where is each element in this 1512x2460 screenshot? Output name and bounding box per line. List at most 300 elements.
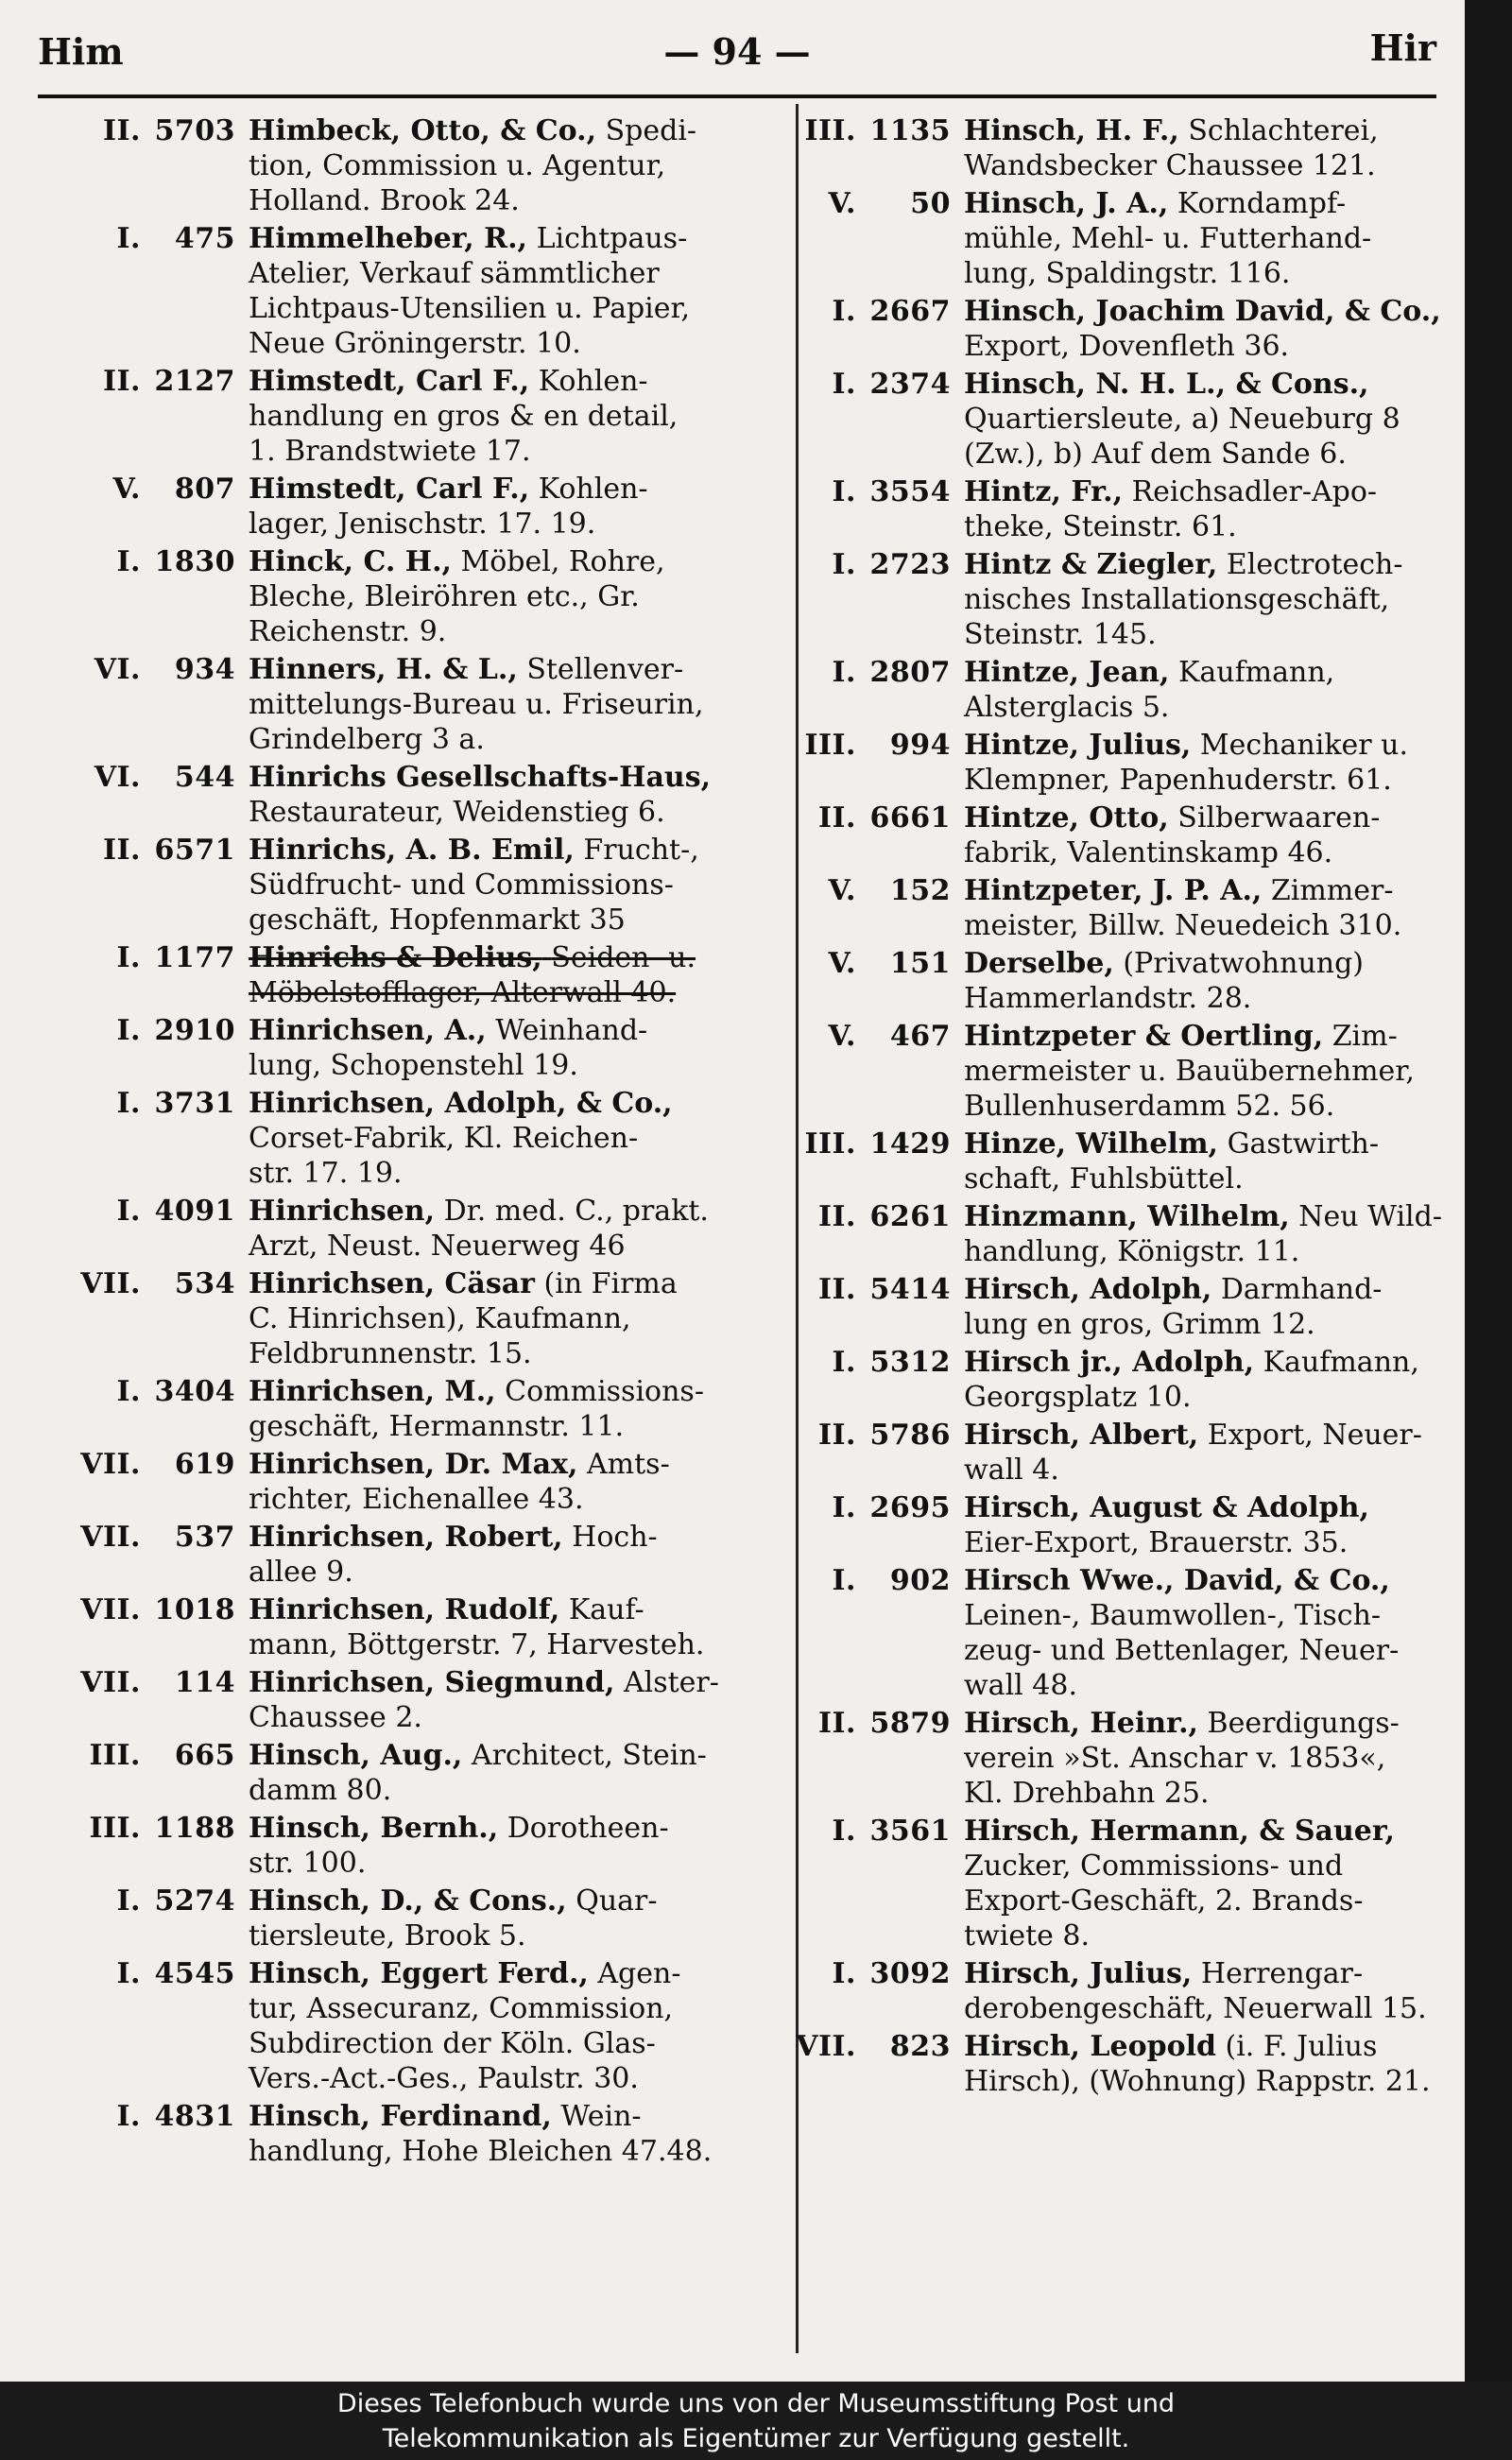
- subscriber-number: 6261: [869, 1200, 951, 1233]
- exchange-district: I.: [116, 2100, 141, 2133]
- entry-description: Quar-: [576, 1884, 658, 1918]
- entry-line: mermeister u. Bauübernehmer,: [964, 1055, 1415, 1088]
- entry-description: Spedi-: [605, 114, 697, 147]
- subscriber-number: 2667: [869, 295, 951, 328]
- entry-line: [964, 547, 1451, 582]
- exchange-district: II.: [817, 1273, 856, 1306]
- entry-description: (Privatwohnung): [1123, 947, 1364, 980]
- entry-line: zeug- und Bettenlager, Neuer-: [964, 1634, 1400, 1667]
- entry-text: [249, 1194, 782, 1264]
- entry-text: [249, 1956, 782, 2096]
- entry-text: [249, 1884, 782, 1953]
- entry-line: [249, 1520, 782, 1555]
- entry-text: [964, 474, 1451, 544]
- entry-line: 1. Brandstwiete 17.: [249, 435, 531, 468]
- entry-line: C. Hinrichsen), Kaufmann,: [249, 1302, 631, 1335]
- left-column: [45, 113, 782, 2172]
- entry-line: [964, 873, 1451, 908]
- phone-number: [770, 294, 964, 329]
- exchange-district: II.: [817, 1200, 856, 1233]
- phone-number: [45, 1665, 249, 1700]
- phone-number: [770, 113, 964, 148]
- entry-text: [964, 1563, 1451, 1703]
- subscriber-name: Hirsch, August & Adolph,: [964, 1491, 1369, 1524]
- subscriber-number: 1018: [154, 1593, 235, 1626]
- phone-number: [770, 946, 964, 981]
- entry-line: Georgsplatz 10.: [964, 1381, 1192, 1414]
- directory-entry: [770, 655, 1451, 725]
- subscriber-name: Hinrichsen, Rudolf,: [249, 1593, 560, 1626]
- entry-line: Hirsch), (Wohnung) Rappstr. 21.: [964, 2065, 1431, 2098]
- entry-description: Kaufmann,: [1177, 656, 1335, 689]
- entry-line: str. 100.: [249, 1847, 367, 1880]
- subscriber-number: 152: [889, 874, 951, 907]
- entry-description: Dr. med. C., prakt.: [443, 1195, 709, 1228]
- entry-line: [964, 294, 1451, 329]
- exchange-district: I.: [832, 1815, 856, 1848]
- subscriber-name: Hinrichsen,: [249, 1195, 436, 1228]
- entry-line: geschäft, Hermannstr. 11.: [249, 1410, 625, 1443]
- entry-line: [249, 1956, 782, 1991]
- subscriber-number: 475: [174, 222, 235, 255]
- subscriber-number: 114: [174, 1666, 235, 1699]
- entry-text: [964, 1418, 1451, 1488]
- subscriber-number: 1188: [154, 1812, 235, 1845]
- phone-number: [45, 221, 249, 256]
- subscriber-name: Hirsch, Julius,: [964, 1957, 1193, 1990]
- entry-line: [249, 113, 782, 148]
- entry-text: [249, 1086, 782, 1191]
- subscriber-name: Hinzmann, Wilhelm,: [964, 1200, 1290, 1233]
- entry-line: Hammerlandstr. 28.: [964, 982, 1252, 1015]
- entry-text: [964, 113, 1451, 183]
- entry-line: Corset-Fabrik, Kl. Reichen-: [249, 1122, 639, 1155]
- subscriber-number: 3092: [869, 1957, 951, 1990]
- entry-line: nisches Installationsgeschäft,: [964, 583, 1390, 616]
- phone-number: [770, 1199, 964, 1234]
- subscriber-name: Hinze, Wilhelm,: [964, 1127, 1219, 1161]
- subscriber-name: Hirsch Wwe., David, & Co.,: [964, 1564, 1390, 1597]
- phone-number: [770, 873, 964, 908]
- entry-line: Holland. Brook 24.: [249, 184, 520, 217]
- directory-entry: [770, 1199, 1451, 1269]
- subscriber-name: Hinsch, J. A.,: [964, 187, 1169, 220]
- exchange-district: VII.: [80, 1666, 141, 1699]
- exchange-district: I.: [116, 1195, 141, 1228]
- entry-text: [249, 833, 782, 938]
- entry-line: [964, 367, 1451, 402]
- directory-entry: [45, 833, 782, 938]
- phone-number: [45, 1374, 249, 1409]
- entry-description: Wein-: [560, 2100, 642, 2133]
- directory-entry: [45, 472, 782, 542]
- entry-line: Export-Geschäft, 2. Brands-: [964, 1884, 1364, 1918]
- entry-description: Electrotech-: [1226, 548, 1403, 581]
- entry-line: Export, Dovenfleth 36.: [964, 330, 1290, 363]
- subscriber-number: 4545: [154, 1957, 235, 1990]
- exchange-district: II.: [102, 114, 141, 147]
- entry-description: Kaufmann,: [1263, 1346, 1419, 1379]
- page-header: [38, 19, 1436, 85]
- phone-number: [770, 1706, 964, 1741]
- directory-entry: [770, 113, 1451, 183]
- subscriber-name: Hirsch, Albert,: [964, 1419, 1199, 1452]
- directory-entry: [45, 1447, 782, 1517]
- phone-number: [45, 1956, 249, 1991]
- entry-line: Wandsbecker Chaussee 121.: [964, 149, 1376, 182]
- directory-entry: [770, 1127, 1451, 1196]
- subscriber-name: Hinrichsen, A.,: [249, 1014, 487, 1047]
- exchange-district: II.: [817, 1419, 856, 1452]
- exchange-district: VII.: [80, 1448, 141, 1481]
- directory-entry: [45, 1520, 782, 1590]
- directory-entry: [770, 873, 1451, 943]
- page-number: — 94 —: [663, 30, 811, 73]
- subscriber-number: 2127: [154, 365, 235, 398]
- entry-line: Möbelstofflager, Alterwall 40.: [249, 976, 677, 1009]
- phone-number: [45, 1194, 249, 1229]
- directory-entry: [45, 364, 782, 469]
- entry-description: Schlachterei,: [1188, 114, 1379, 147]
- entry-text: [964, 2029, 1451, 2099]
- subscriber-number: 3554: [869, 475, 951, 508]
- entry-line: Quartiersleute, a) Neueburg 8: [964, 403, 1400, 436]
- entry-description: Darmhand-: [1220, 1273, 1383, 1306]
- exchange-district: V.: [828, 1020, 856, 1053]
- exchange-district: I.: [832, 656, 856, 689]
- subscriber-number: 544: [174, 761, 235, 794]
- entry-text: [964, 655, 1451, 725]
- entry-text: [964, 367, 1451, 472]
- exchange-district: V.: [828, 187, 856, 220]
- subscriber-number: 6661: [869, 801, 951, 834]
- exchange-district: III.: [804, 1127, 856, 1161]
- entry-line: Arzt, Neust. Neuerweg 46: [249, 1230, 626, 1263]
- entry-text: [964, 1706, 1451, 1811]
- directory-entry: [770, 1272, 1451, 1342]
- entry-line: [964, 1814, 1451, 1849]
- exchange-district: I.: [832, 1957, 856, 1990]
- directory-entry: [770, 1019, 1451, 1124]
- entry-line: meister, Billw. Neuedeich 310.: [964, 909, 1402, 942]
- entry-text: [249, 1520, 782, 1590]
- entry-text: [249, 1592, 782, 1662]
- entry-description: Herrengar-: [1200, 1957, 1364, 1990]
- phone-number: [770, 1490, 964, 1525]
- entry-line: Subdirection der Köln. Glas-: [249, 2027, 656, 2060]
- directory-entry: [45, 1374, 782, 1444]
- entry-text: [964, 294, 1451, 364]
- entry-line: Feldbrunnenstr. 15.: [249, 1337, 532, 1370]
- entry-line: handlung, Hohe Bleichen 47.48.: [249, 2135, 713, 2168]
- entry-line: [249, 1374, 782, 1409]
- entry-line: [964, 800, 1451, 835]
- entry-line: [249, 760, 782, 795]
- exchange-district: III.: [89, 1739, 141, 1772]
- entry-description: Architect, Stein-: [471, 1739, 707, 1772]
- phone-number: [770, 1127, 964, 1161]
- phone-number: [45, 1447, 249, 1482]
- entry-line: damm 80.: [249, 1774, 392, 1807]
- exchange-district: I.: [116, 1087, 141, 1120]
- directory-entry: [45, 652, 782, 757]
- subscriber-name: Hinrichsen, Adolph, & Co.,: [249, 1087, 673, 1120]
- phone-number: [45, 1592, 249, 1627]
- entry-text: [964, 186, 1451, 291]
- subscriber-name: Hirsch, Leopold: [964, 2030, 1216, 2063]
- exchange-district: I.: [832, 1564, 856, 1597]
- phone-number: [770, 1418, 964, 1453]
- directory-entry: [770, 946, 1451, 1016]
- subscriber-number: 1429: [869, 1127, 951, 1161]
- subscriber-number: 1830: [154, 545, 235, 578]
- entry-line: [249, 1086, 782, 1121]
- directory-entry: [45, 1086, 782, 1191]
- entry-description: Silberwaaren-: [1177, 801, 1381, 834]
- entry-line: [249, 1665, 782, 1700]
- entry-description: Kohlen-: [538, 365, 648, 398]
- subscriber-number: 5414: [869, 1273, 951, 1306]
- entry-text: [964, 1345, 1451, 1415]
- subscriber-number: 807: [174, 473, 235, 506]
- phone-number: [770, 1956, 964, 1991]
- directory-entry: [770, 2029, 1451, 2099]
- entry-line: Restaurateur, Weidenstieg 6.: [249, 796, 665, 829]
- directory-entry: [770, 1345, 1451, 1415]
- entry-line: schaft, Fuhlsbüttel.: [964, 1162, 1244, 1196]
- entry-line: [249, 652, 782, 687]
- entry-line: [249, 1194, 782, 1229]
- exchange-district: II.: [102, 365, 141, 398]
- header-right-keyword: Hir: [1369, 26, 1436, 69]
- phone-number: [45, 652, 249, 687]
- subscriber-name: Hirsch, Heinr.,: [964, 1707, 1198, 1740]
- entry-text: [249, 544, 782, 649]
- exchange-district: II.: [817, 801, 856, 834]
- entry-text: [964, 873, 1451, 943]
- entry-description: Möbel, Rohre,: [460, 545, 665, 578]
- header-left-keyword: Him: [38, 30, 124, 73]
- entry-line: Bleche, Bleiröhren etc., Gr.: [249, 580, 640, 613]
- directory-entry: [45, 1884, 782, 1953]
- entry-line: Leinen-, Baumwollen-, Tisch-: [964, 1599, 1382, 1632]
- directory-entry: [45, 1194, 782, 1264]
- entry-line: [249, 221, 782, 256]
- directory-entry: [45, 113, 782, 218]
- exchange-district: V.: [828, 947, 856, 980]
- subscriber-name: Hintzpeter, J. P. A.,: [964, 874, 1263, 907]
- directory-entry: [45, 1665, 782, 1735]
- exchange-district: VII.: [80, 1593, 141, 1626]
- subscriber-name: Hintze, Julius,: [964, 729, 1192, 762]
- footer-credit: [0, 2382, 1512, 2460]
- exchange-district: I.: [832, 548, 856, 581]
- entry-line: [249, 2099, 782, 2134]
- entry-line: [964, 2029, 1451, 2064]
- subscriber-number: 5274: [154, 1884, 235, 1918]
- entry-text: [249, 364, 782, 469]
- exchange-district: I.: [832, 475, 856, 508]
- directory-entry: [45, 544, 782, 649]
- footer-line-2: Telekommunikation als Eigentümer zur Verfügung gestellt.: [382, 2424, 1130, 2453]
- subscriber-name: Hintze, Jean,: [964, 656, 1170, 689]
- entry-line: [964, 1127, 1451, 1161]
- subscriber-name: Hinrichs & Delius,: [249, 941, 542, 974]
- directory-entry: [45, 1592, 782, 1662]
- subscriber-name: Himstedt, Carl F.,: [249, 365, 530, 398]
- exchange-district: V.: [828, 874, 856, 907]
- entry-line: [964, 1563, 1451, 1598]
- header-rule: [38, 95, 1436, 98]
- entry-description: Korndampf-: [1177, 187, 1347, 220]
- phone-number: [45, 1520, 249, 1555]
- phone-number: [45, 1013, 249, 1048]
- subscriber-name: Hinrichsen, M.,: [249, 1375, 496, 1408]
- subscriber-name: Hintz, Fr.,: [964, 475, 1124, 508]
- entry-description: Stellenver-: [526, 653, 684, 686]
- subscriber-name: Hinck, C. H.,: [249, 545, 452, 578]
- entry-line: [249, 364, 782, 399]
- exchange-district: II.: [817, 1707, 856, 1740]
- phone-number: [45, 472, 249, 507]
- entry-line: Neue Gröningerstr. 10.: [249, 327, 581, 360]
- entry-line: Atelier, Verkauf sämmtlicher: [249, 257, 660, 290]
- phone-number: [45, 833, 249, 868]
- entry-text: [249, 652, 782, 757]
- entry-line: tion, Commission u. Agentur,: [249, 149, 666, 182]
- entry-description: Neu Wild-: [1298, 1200, 1442, 1233]
- entry-line: handlung en gros & en detail,: [249, 400, 679, 433]
- entry-line: (Zw.), b) Auf dem Sande 6.: [964, 438, 1347, 471]
- directory-entry: [770, 1418, 1451, 1488]
- exchange-district: I.: [116, 1014, 141, 1047]
- phone-number: [45, 544, 249, 579]
- phone-number: [45, 940, 249, 975]
- entry-line: allee 9.: [249, 1556, 353, 1589]
- subscriber-name: Hinrichs, A. B. Emil,: [249, 834, 575, 867]
- entry-text: [964, 1127, 1451, 1196]
- exchange-district: I.: [116, 1375, 141, 1408]
- entry-text: [249, 760, 782, 830]
- entry-line: Chaussee 2.: [249, 1701, 422, 1734]
- entry-description: Kohlen-: [538, 473, 648, 506]
- entry-description: Lichtpaus-: [536, 222, 688, 255]
- phone-number: [770, 1814, 964, 1849]
- entry-line: Vers.-Act.-Ges., Paulstr. 30.: [249, 2062, 639, 2095]
- directory-entry: [45, 1013, 782, 1083]
- phone-number: [45, 1086, 249, 1121]
- entry-line: lager, Jenischstr. 17. 19.: [249, 507, 596, 541]
- entry-line: [249, 940, 782, 975]
- entry-line: Eier-Export, Brauerstr. 35.: [964, 1526, 1349, 1559]
- directory-entry: [45, 760, 782, 830]
- exchange-district: VII.: [796, 2030, 856, 2063]
- exchange-district: V.: [112, 473, 141, 506]
- entry-line: wall 4.: [964, 1454, 1059, 1487]
- exchange-district: III.: [804, 114, 856, 147]
- phone-number: [770, 547, 964, 582]
- entry-description: Alster-: [623, 1666, 719, 1699]
- directory-entry: [770, 1490, 1451, 1560]
- directory-entry: [770, 367, 1451, 472]
- subscriber-number: 3731: [154, 1087, 235, 1120]
- subscriber-name: Hinsch, Ferdinand,: [249, 2100, 552, 2133]
- entry-line: mann, Böttgerstr. 7, Harvesteh.: [249, 1628, 705, 1661]
- subscriber-number: 467: [889, 1020, 951, 1053]
- entry-text: [249, 1665, 782, 1735]
- entry-text: [249, 2099, 782, 2169]
- entry-line: [249, 1738, 782, 1773]
- subscriber-number: 6571: [154, 834, 235, 867]
- subscriber-name: Hinsch, Aug.,: [249, 1739, 463, 1772]
- subscriber-name: Hintz & Ziegler,: [964, 548, 1218, 581]
- entry-text: [249, 221, 782, 361]
- entry-text: [964, 1019, 1451, 1124]
- subscriber-number: 2910: [154, 1014, 235, 1047]
- subscriber-number: 4091: [154, 1195, 235, 1228]
- entry-line: [964, 186, 1451, 221]
- exchange-district: I.: [116, 1884, 141, 1918]
- phone-number: [770, 1563, 964, 1598]
- entry-text: [964, 1814, 1451, 1953]
- directory-entry: [770, 1814, 1451, 1953]
- subscriber-name: Hinsch, N. H. L., & Cons.,: [964, 368, 1369, 401]
- entry-description: Weinhand-: [495, 1014, 648, 1047]
- phone-number: [45, 760, 249, 795]
- entry-description: Export, Neuer-: [1207, 1419, 1422, 1452]
- subscriber-name: Himmelheber, R.,: [249, 222, 528, 255]
- entry-line: [249, 1592, 782, 1627]
- entry-text: [249, 1447, 782, 1517]
- phone-number: [45, 2099, 249, 2134]
- entry-line: Bullenhuserdamm 52. 56.: [964, 1090, 1335, 1123]
- entry-line: Kl. Drehbahn 25.: [964, 1777, 1210, 1810]
- exchange-district: II.: [102, 834, 141, 867]
- entry-line: lung, Schopenstehl 19.: [249, 1049, 578, 1082]
- exchange-district: III.: [804, 729, 856, 762]
- entry-description: Mechaniker u.: [1199, 729, 1408, 762]
- phone-number: [770, 474, 964, 509]
- subscriber-name: Hinsch, Joachim David, & Co.,: [964, 295, 1441, 328]
- entry-line: [964, 1345, 1451, 1380]
- phone-number: [45, 1738, 249, 1773]
- directory-entry: [770, 547, 1451, 652]
- subscriber-name: Himstedt, Carl F.,: [249, 473, 530, 506]
- entry-line: Lichtpaus-Utensilien u. Papier,: [249, 292, 691, 325]
- exchange-district: I.: [116, 545, 141, 578]
- entry-line: [964, 1956, 1451, 1991]
- entry-line: derobengeschäft, Neuerwall 15.: [964, 1992, 1427, 2025]
- entry-line: mühle, Mehl- u. Futterhand-: [964, 222, 1372, 255]
- subscriber-number: 934: [174, 653, 235, 686]
- entry-line: fabrik, Valentinskamp 46.: [964, 836, 1333, 869]
- entry-line: mittelungs-Bureau u. Friseurin,: [249, 688, 704, 721]
- entry-description: Frucht-,: [583, 834, 699, 867]
- entry-description: (i. F. Julius: [1225, 2030, 1378, 2063]
- entry-line: [249, 1266, 782, 1301]
- entry-line: [964, 1199, 1451, 1234]
- phone-number: [770, 655, 964, 690]
- phone-number: [45, 1266, 249, 1301]
- phone-number: [45, 1884, 249, 1918]
- subscriber-number: 2723: [869, 548, 951, 581]
- directory-entry: [770, 1563, 1451, 1703]
- directory-entry: [770, 294, 1451, 364]
- phone-number: [770, 2029, 964, 2064]
- entry-line: [249, 1013, 782, 1048]
- entry-text: [964, 1272, 1451, 1342]
- subscriber-name: Hinrichsen, Dr. Max,: [249, 1448, 578, 1481]
